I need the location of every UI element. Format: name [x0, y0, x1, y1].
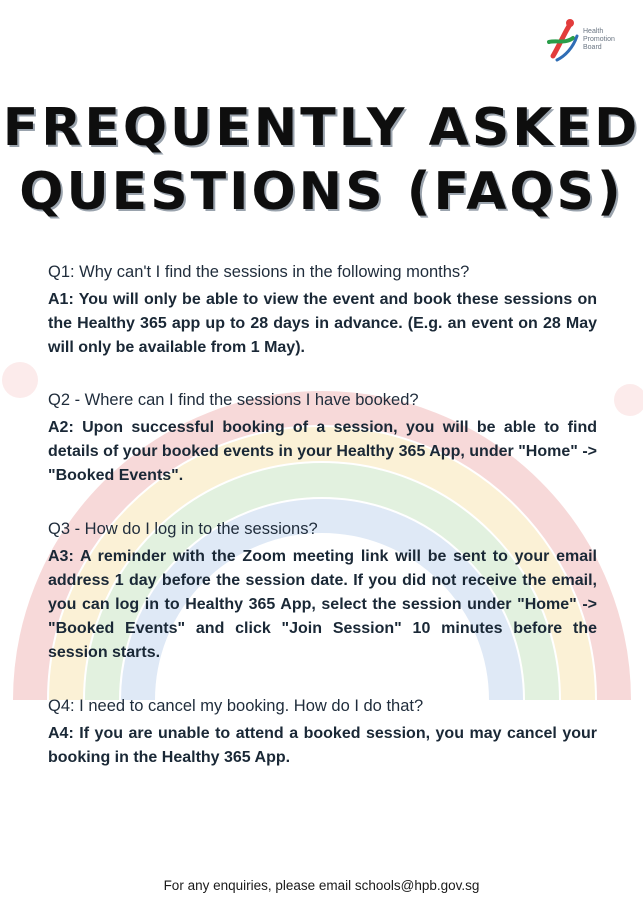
hpb-logo [543, 16, 629, 64]
sun-ray-right [614, 384, 643, 416]
hpb-logo-text: Health Promotion Board [583, 28, 615, 51]
page-title [0, 96, 643, 224]
faq-answer-3: A3: A reminder with the Zoom meeting link will be sent to your email address 1 day before the session date. If you did not receive the email, you can log in to Healthy 365 App, select the session under "Home" -> "Booked Events" and click "Join Session" 10 minutes before the session starts. [48, 548, 597, 661]
faq-answer-1: A1: You will only be able to view the event and book these sessions on the Healthy 365 app up to 28 days in advance. (E.g. an event on 28 May will only be available from 1 May). [48, 291, 597, 356]
footer-contact: For any enquiries, please email schools@hpb.gov.sg [163, 878, 480, 893]
hpb-logo-icon [543, 16, 583, 64]
sun-ray-left [2, 362, 38, 398]
faq-answer-4: A4: If you are unable to attend a booked session, you may cancel your booking in the Healthy 365 App. [48, 725, 597, 766]
faq-item-1 [48, 262, 597, 360]
faq-question-1: Q1: Why can't I find the sessions in the following months? [48, 263, 470, 281]
page-title-line-1: FREQUENTLY ASKED [2, 98, 641, 158]
faq-item-4 [48, 696, 597, 770]
faq-question-2: Q2 - Where can I find the sessions I have booked? [48, 391, 419, 409]
faq-question-4: Q4: I need to cancel my booking. How do I do that? [48, 697, 424, 715]
page-title-line-2: QUESTIONS (FAQS) [19, 162, 624, 222]
faq-item-2 [48, 390, 597, 488]
faq-item-3 [48, 519, 597, 665]
faq-answer-2: A2: Upon successful booking of a session, you will be able to find details of your booked events in your Healthy 365 App, under "Home" -> "Booked Events". [48, 419, 597, 484]
faq-question-3: Q3 - How do I log in to the sessions? [48, 520, 318, 538]
